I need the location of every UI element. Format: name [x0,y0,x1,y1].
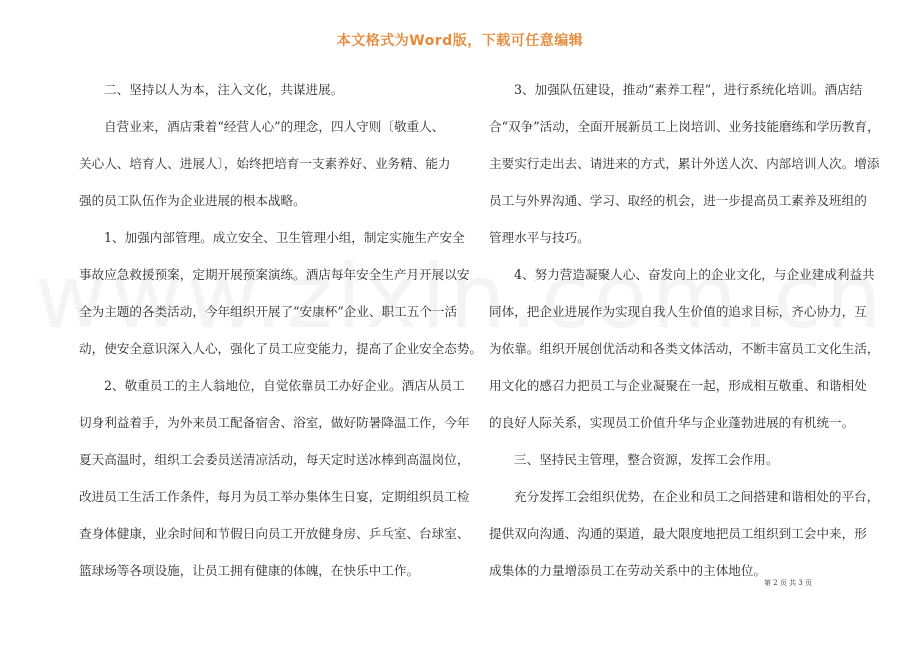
text-line: 全为主题的各类活动，今年组织开展了“安康杯”企业、职工五个一活 [79,304,458,319]
left_column-paragraph [79,71,459,108]
text-line: 管理水平与技巧。 [489,230,590,245]
text-line: 用文化的感召力把员工与企业凝聚在一起，形成相互敬重、和谐相处 [489,378,867,393]
left_column-paragraph [79,367,470,589]
text-line: 事故应急救援预案，定期开展预案演练。酒店每年安全生产月开展以安 [79,267,470,282]
page-number: 第 2 页 共 3 页 [763,579,812,587]
text-line: 1、加强内部管理。成立安全、卫生管理小组，制定实施生产安全 [104,230,465,245]
text-line: 提供双向沟通、沟通的渠道，最大限度地把员工组织到工会中来，形 [489,526,867,541]
format-banner: 本文格式为Word版，下载可任意编辑 [336,33,584,49]
text-line: 的良好人际关系，实现员工价值升华与企业蓬勃进展的有机统一。 [489,415,855,430]
right_column-paragraph [489,441,884,478]
text-line: 2、敬重员工的主人翁地位，自觉依靠员工办好企业。酒店从员工 [104,378,465,393]
text-line: 切身利益着手，为外来员工配备宿舍、浴室，做好防暑降温工作，今年 [79,415,470,430]
text-line: 改进员工生活工作条件，每月为员工举办集体生日宴，定期组织员工检 [79,489,470,504]
right_column-paragraph [489,71,884,256]
text-line: 强的员工队伍作为企业进展的根本战略。 [79,193,306,208]
right_column-paragraph [489,478,884,589]
right-column [489,71,884,589]
right_column-paragraph [489,256,884,441]
text-line: 自营业来，酒店秉着“经营人心”的理念，四人守则〔敬重人、 [104,119,445,134]
text-line: 查身体健康，业余时间和节假日向员工开放健身房、乒乓室、台球室、 [79,526,470,541]
text-line: 成集体的力量增添员工在劳动关系中的主体地位。 [489,563,767,578]
left_column-paragraph [79,108,459,219]
text-line: 动，使安全意识深入人心，强化了员工应变能力，提高了企业安全态势。 [79,341,482,356]
text-line: 3、加强队伍建设，推动“素养工程”，进行系统化培训。酒店结 [514,82,863,97]
text-line: 同体，把企业进展作为实现自我人生价值的追求目标，齐心协力，互 [489,304,867,319]
text-line: 为依靠。组织开展创优活动和各类文体活动，不断丰富员工文化生活， [489,341,880,356]
text-line: 篮球场等各项设施，让员工拥有健康的体魄，在快乐中工作。 [79,563,420,578]
text-line: 三、坚持民主管理，整合资源，发挥工会作用。 [514,452,779,467]
text-line: 合“双争”活动，全面开展新员工上岗培训、业务技能磨练和学历教育， [489,119,880,134]
left-column [79,71,482,589]
text-line: 二、坚持以人为本，注入文化，共谋进展。 [104,82,344,97]
text-line: 充分发挥工会组织优势，在企业和员工之间搭建和谐相处的平台， [514,489,880,504]
text-line: 关心人、培育人、进展人〕，始终把培育一支素养好、业务精、能力 [79,156,451,171]
left_column-paragraph [79,219,482,367]
text-line: 员工与外界沟通、学习、取经的机会，进一步提高员工素养及班组的 [489,193,867,208]
text-line: 主要实行走出去、请进来的方式，累计外送人次、内部培训人次。增添 [489,156,880,171]
text-line: 4、努力营造凝聚人心、奋发向上的企业文化，与企业建成利益共 [514,267,875,282]
text-line: 夏天高温时，组织工会委员送清凉活动，每天定时送冰棒到高温岗位， [79,452,470,467]
